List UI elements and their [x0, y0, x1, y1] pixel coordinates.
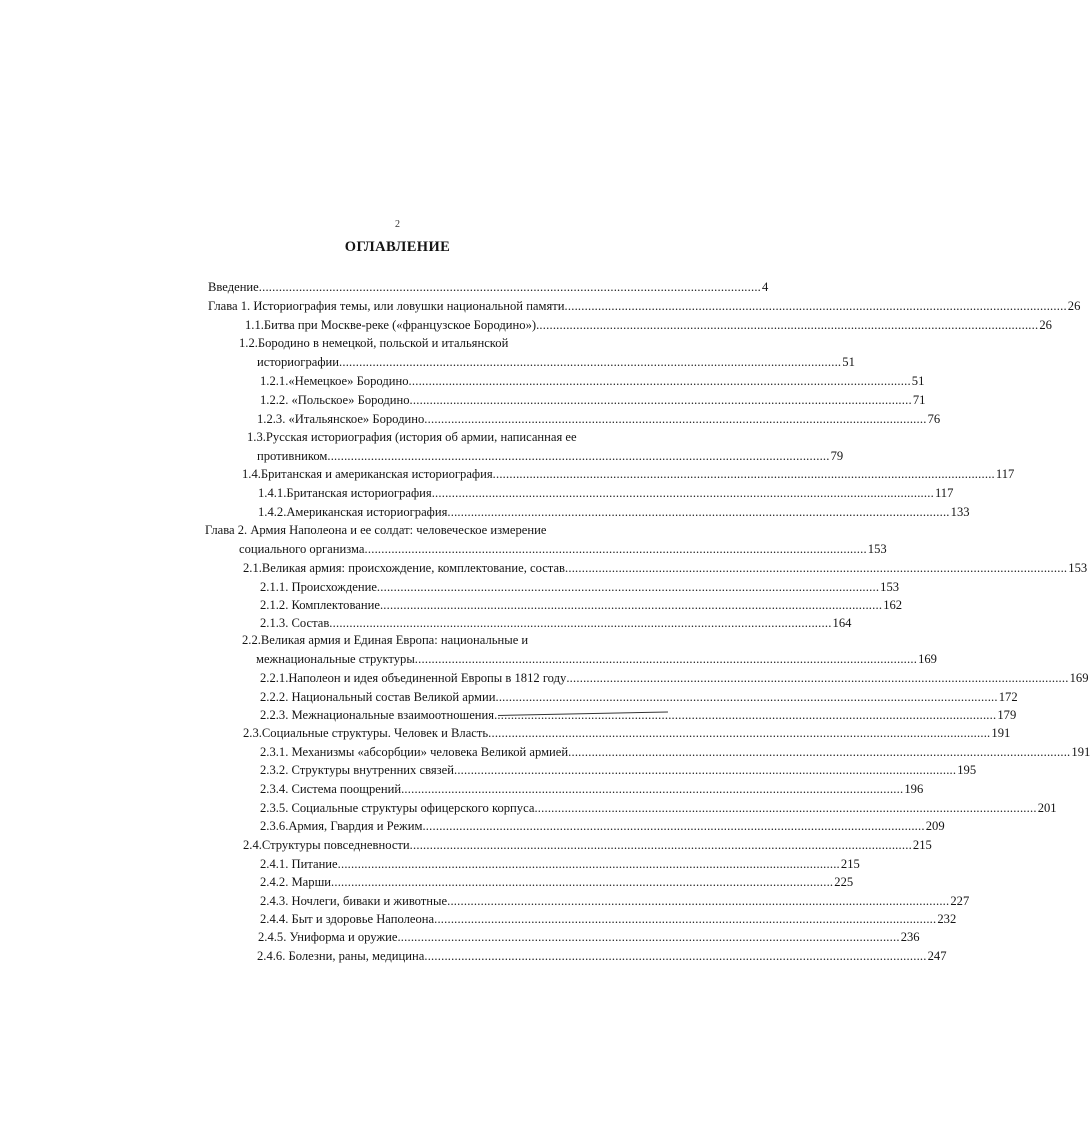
toc-entry [242, 465, 1015, 483]
toc-entry [260, 799, 1057, 817]
toc-entry-text: 1.3.Русская историография (история об армии, написанная ее [247, 430, 577, 444]
toc-entry-text: 2.2.2. Национальный состав Великой армии [260, 690, 496, 704]
toc-leader: ...................................................................................................................................................... [327, 449, 830, 463]
toc-entry-text: 1.4.2.Американская историография [258, 505, 448, 519]
toc-entry [245, 316, 1052, 334]
toc-entry [260, 873, 854, 891]
toc-page: 215 [840, 857, 860, 871]
toc-entry [239, 334, 508, 352]
toc-entry-text: 2.4.4. Быт и здоровье Наполеона [260, 912, 435, 926]
toc-leader: ...................................................................................................................................................... [422, 819, 925, 833]
toc-entry [260, 391, 926, 409]
toc-page: 153 [1068, 561, 1088, 575]
toc-page: 71 [912, 393, 926, 407]
toc-entry [260, 855, 860, 873]
toc-page: 169 [918, 652, 937, 666]
toc-leader: ...................................................................................................................................................... [453, 763, 957, 777]
toc-entry-text: 1.2.1.«Немецкое» Бородино [260, 374, 409, 388]
toc-leader: ...................................................................................................................................................... [488, 726, 991, 740]
toc-entry [260, 706, 1017, 724]
toc-page: 51 [911, 374, 925, 388]
toc-entry [208, 278, 769, 296]
toc-leader: ...................................................................................................................................................... [566, 671, 1069, 685]
toc-page: 117 [934, 486, 954, 500]
toc-leader: ...................................................................................................................................................... [414, 652, 918, 666]
toc-entry [260, 780, 924, 798]
toc-entry [243, 559, 1088, 577]
toc-page: 164 [832, 616, 852, 630]
toc-entry [242, 631, 528, 649]
toc-entry [258, 503, 970, 521]
toc-leader: ...................................................................................................................................................... [364, 542, 867, 556]
toc-entry-text: 2.4.2. Марши [260, 875, 332, 889]
toc-entry-text: противником [257, 449, 328, 463]
toc-entry [247, 428, 577, 446]
toc-entry-text: 2.3.5. Социальные структуры офицерского корпуса [260, 801, 535, 815]
toc-entry [260, 596, 903, 614]
toc-entry [260, 372, 925, 390]
toc-entry [260, 817, 945, 835]
toc-leader: ...................................................................................................................................................... [534, 801, 1037, 815]
toc-entry-text: 2.2.3. Межнациональные взаимоотношения [260, 708, 495, 722]
toc-page: 215 [912, 838, 932, 852]
toc-page: 236 [900, 930, 920, 944]
toc-entry [260, 614, 852, 632]
toc-leader: ...................................................................................................................................................... [337, 857, 840, 871]
toc-entry [258, 928, 920, 946]
toc-entry-text: 1.2.3. «Итальянское» Бородино [257, 412, 425, 426]
toc-page: 26 [1067, 299, 1081, 313]
toc-page: 191 [991, 726, 1011, 740]
toc-entry-text: 1.2.2. «Польское» Бородино [260, 393, 410, 407]
toc-page: 195 [957, 763, 977, 777]
toc-entry-text: 2.1.1. Происхождение [260, 580, 377, 594]
toc-entry-text: межнациональные структуры [256, 652, 415, 666]
toc-leader: ...................................................................................................................................................... [409, 838, 912, 852]
toc-page: 225 [834, 875, 854, 889]
toc-entry-text: историографии [257, 355, 339, 369]
toc-leader: ...................................................................................................................................................... [536, 318, 1039, 332]
toc-entry-text: 1.1.Битва при Москве-реке («французское Бородино») [245, 318, 537, 332]
toc-entry [260, 578, 900, 596]
toc-leader: ...................................................................................................................................................... [424, 949, 927, 963]
toc-entry [243, 836, 932, 854]
toc-page: 79 [830, 449, 844, 463]
toc-entry [260, 688, 1018, 706]
toc-page: 201 [1037, 801, 1057, 815]
toc-entry [257, 410, 941, 428]
toc-leader: ...................................................................................................................................................... [258, 280, 762, 294]
toc-leader: ...................................................................................................................................................... [494, 708, 997, 722]
toc-page: 153 [867, 542, 887, 556]
toc-entry [260, 761, 977, 779]
toc-leader: ...................................................................................................................................................... [434, 912, 937, 926]
toc-leader: ...................................................................................................................................................... [401, 782, 904, 796]
toc-entry-text: Глава 1. Историография темы, или ловушки национальной памяти [208, 299, 565, 313]
toc-page: 133 [950, 505, 970, 519]
toc-entry [257, 447, 844, 465]
toc-entry-text: 2.3.1. Механизмы «абсорбции» человека Великой армией [260, 745, 569, 759]
toc-entry [260, 910, 957, 928]
toc-page: 4 [762, 280, 769, 294]
toc-entry-text: 2.2.1.Наполеон и идея объединенной Европы в 1812 году [260, 671, 567, 685]
toc-leader: ...................................................................................................................................................... [495, 690, 998, 704]
toc-leader: ...................................................................................................................................................... [424, 412, 927, 426]
toc-leader: ...................................................................................................................................................... [565, 561, 1068, 575]
toc-leader: ...................................................................................................................................................... [329, 616, 832, 630]
toc-entry [257, 947, 947, 965]
toc-entry-text: 2.2.Великая армия и Единая Европа: национальные и [242, 633, 529, 647]
toc-page: 227 [950, 894, 970, 908]
toc-entry [256, 650, 937, 668]
toc-page: 162 [883, 598, 903, 612]
toc-page: 153 [880, 580, 900, 594]
toc-leader: ...................................................................................................................................................... [331, 875, 834, 889]
toc-entry-text: 2.1.Великая армия: происхождение, комплектование, состав [243, 561, 565, 575]
page-number: 2 [395, 219, 400, 230]
toc-entry-text: социального организма [239, 542, 365, 556]
toc-leader: ...................................................................................................................................................... [431, 486, 934, 500]
toc-entry-text: 2.4.6. Болезни, раны, медицина [257, 949, 425, 963]
toc-entry [205, 521, 546, 539]
toc-leader: ...................................................................................................................................................... [397, 930, 900, 944]
toc-entry-text: 2.4.1. Питание [260, 857, 338, 871]
toc-page: 247 [927, 949, 947, 963]
toc-entry-text: Глава 2. Армия Наполеона и ее солдат: человеческое измерение [205, 523, 547, 537]
toc-leader: ...................................................................................................................................................... [408, 374, 911, 388]
toc-page: 172 [998, 690, 1018, 704]
toc-leader: ...................................................................................................................................................... [492, 467, 995, 481]
toc-entry-text: 2.1.2. Комплектование [260, 598, 380, 612]
toc-page: 209 [925, 819, 945, 833]
toc-entry [260, 892, 970, 910]
toc-entry [260, 743, 1090, 761]
toc-entry [243, 724, 1011, 742]
toc-entry-text: 2.3.4. Система поощрений [260, 782, 402, 796]
toc-entry [258, 484, 954, 502]
toc-page: 191 [1071, 745, 1090, 759]
toc-page: 117 [995, 467, 1015, 481]
toc-page: 76 [927, 412, 941, 426]
toc-entry-text: 2.4.Структуры повседневности [243, 838, 410, 852]
toc-title: ОГЛАВЛЕНИЕ [344, 239, 451, 255]
toc-page: 169 [1069, 671, 1089, 685]
toc-page: 196 [904, 782, 924, 796]
toc-entry-text: 2.3.2. Структуры внутренних связей [260, 763, 454, 777]
toc-entry-text: 1.4.1.Британская историография [258, 486, 432, 500]
toc-leader: ...................................................................................................................................................... [447, 505, 950, 519]
toc-leader: ...................................................................................................................................................... [568, 745, 1071, 759]
toc-entry [257, 353, 855, 371]
toc-entry-text: 2.4.3. Ночлеги, биваки и животные [260, 894, 448, 908]
toc-entry [208, 297, 1081, 315]
toc-entry-text: Введение [208, 280, 259, 294]
toc-entry [239, 540, 887, 558]
toc-entry-text: 2.1.3. Состав [260, 616, 330, 630]
toc-entry-text: 1.4.Британская и американская историография [242, 467, 493, 481]
toc-entry-text: 1.2.Бородино в немецкой, польской и итальянской [239, 336, 509, 350]
toc-page: 179 [997, 708, 1017, 722]
toc-page: 51 [842, 355, 855, 369]
toc-page: 26 [1039, 318, 1052, 332]
toc-entry-text: 2.4.5. Униформа и оружие [258, 930, 398, 944]
toc-leader: ...................................................................................................................................................... [409, 393, 912, 407]
toc-entry [260, 669, 1089, 687]
toc-leader: ...................................................................................................................................................... [447, 894, 950, 908]
toc-leader: ...................................................................................................................................................... [564, 299, 1067, 313]
toc-leader: ...................................................................................................................................................... [379, 598, 883, 612]
toc-page: 232 [937, 912, 957, 926]
toc-entry-text: 2.3.Социальные структуры. Человек и Власть [243, 726, 489, 740]
toc-leader: ...................................................................................................................................................... [376, 580, 880, 594]
toc-leader: ...................................................................................................................................................... [339, 355, 842, 369]
toc-entry-text: 2.3.6.Армия, Гвардия и Режим [260, 819, 423, 833]
